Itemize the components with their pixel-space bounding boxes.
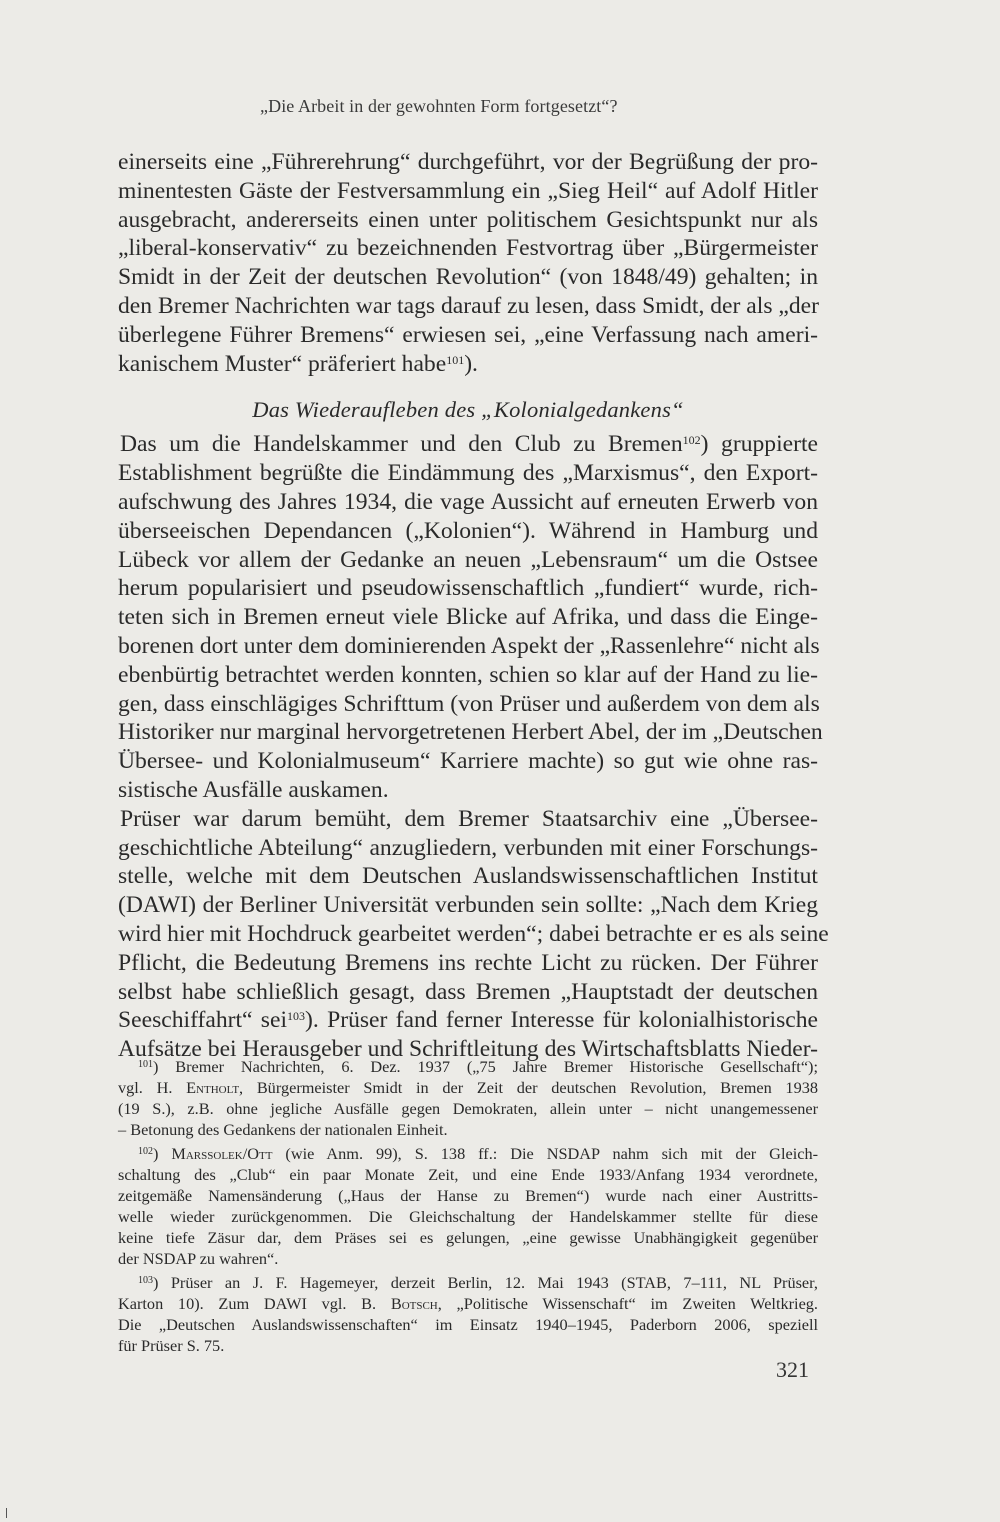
text-segment: ) Prüser an J. F. Hagemeyer, derzeit Berlin, 12. Mai 1943 (STAB, 7–111, NL Prüser, [153, 1273, 818, 1292]
text-line [118, 1293, 818, 1314]
text-line [118, 430, 818, 459]
text-line: (DAWI) der Berliner Universität verbunden sein sollte: „Nach dem Krieg [118, 892, 818, 919]
section-heading-wrap [118, 378, 818, 430]
footnote-number: 103 [138, 1275, 153, 1286]
footnote-ref: 102 [682, 433, 701, 448]
paragraph [118, 805, 829, 1064]
text-line [118, 350, 818, 379]
text-segment: vgl. H. [118, 1078, 187, 1097]
text-line: überlegene Führer Bremens“ erwiesen sei, „eine Verfassung nach ameri- [118, 321, 818, 348]
text-segment: ) gruppierte [700, 431, 818, 458]
text-line: Pflicht, die Bedeutung Bremens ins rechte Licht zu rücken. Der Führer [118, 949, 818, 976]
text-line [118, 1143, 818, 1164]
text-line: Die „Deutschen Auslandswissenschaften“ im Einsatz 1940–1945, Paderborn 2006, speziell [118, 1315, 818, 1334]
text-segment: Seeschiffahrt“ sei [118, 1007, 288, 1034]
text-line: keine tiefe Zäsur dar, dem Präses sei es gelungen, „eine gewisse Unabhängigkeit gegenüber [118, 1228, 818, 1247]
text-line: Lübeck vor allem der Gedanke an neuen „Lebensraum“ um die Ostsee [118, 546, 818, 573]
footnote-number: 101 [138, 1059, 153, 1070]
text-line: Establishment begrüßte die Eindämmung des „Marxismus“, den Export- [118, 460, 818, 487]
text-line: sistische Ausfälle auskamen. [118, 776, 389, 803]
text-line: aufschwung des Jahres 1934, die vage Aussicht auf erneuten Erwerb von [118, 488, 818, 515]
footnotes [118, 1056, 818, 1359]
text-line: einerseits eine „Führerehrung“ durchgeführt, vor der Begrüßung der pro- [118, 149, 818, 175]
text-line: (19 S.), z.B. ohne jegliche Ausfälle gegen Demokraten, allein unter – nicht unangemessener [118, 1099, 818, 1118]
text-line: wird hier mit Hochdruck gearbeitet werden“; dabei betrachte er es als seine [118, 920, 829, 947]
text-line: zeitgemäße Namensänderung („Haus der Hanse zu Bremen“) wurde nach einer Austritts- [118, 1186, 818, 1205]
footnote-101 [118, 1056, 818, 1140]
paragraph [118, 148, 818, 378]
text-line: für Prüser S. 75. [118, 1336, 225, 1355]
author-name: Botsch [390, 1294, 438, 1313]
text-segment: ) Bremer Nachrichten, 6. Dez. 1937 („75 Jahre Bremer Historische Gesellschaft“); [153, 1057, 818, 1076]
footnote-ref: 103 [287, 1009, 306, 1024]
text-segment: ) [153, 1144, 172, 1163]
text-line: Aufsätze bei Herausgeber und Schriftleitung des Wirtschaftsblatts Nieder- [118, 1036, 818, 1063]
text-line: herum popularisiert und pseudowissenschaftlich „fundiert“ wurde, rich- [118, 575, 818, 602]
author-name: Entholt [186, 1078, 240, 1097]
text-segment: , „Politische Wissenschaft“ im Zweiten Weltkrieg. [437, 1294, 819, 1313]
text-line: minentesten Gäste der Festversammlung ein „Sieg Heil“ auf Adolf Hitler [118, 177, 818, 204]
text-line: borenen dort unter dem dominierenden Aspekt der „Rassenlehre“ nicht als [118, 632, 820, 659]
text-line: Smidt in der Zeit der deutschen Revolution“ (von 1848/49) gehalten; in [118, 264, 818, 291]
text-line: stelle, welche mit dem Deutschen Auslandswissenschaftlichen Institut [118, 863, 818, 890]
text-line: – Betonung des Gedankens der nationalen Einheit. [118, 1120, 448, 1139]
text-line [118, 1272, 818, 1293]
text-line: ausgebracht, andererseits einen unter politischem Gesichtspunkt nur als [118, 206, 818, 233]
text-line [118, 1056, 818, 1077]
section-heading: Das Wiederaufleben des „Kolonialgedankens“ [252, 397, 684, 423]
text-segment: Karton 10). Zum DAWI vgl. B. [118, 1294, 391, 1313]
text-segment: ). [464, 350, 478, 377]
text-line [118, 1077, 818, 1098]
text-line: Historiker nur marginal hervorgetretenen Herbert Abel, der im „Deutschen [118, 719, 823, 746]
text-segment: (wie Anm. 99), S. 138 ff.: Die NSDAP nahm sich mit der Gleich- [272, 1144, 819, 1163]
text-line: schaltung des „Club“ ein paar Monate Zeit, und eine Ende 1933/Anfang 1934 verordnete, [118, 1165, 818, 1184]
text-line: welle wieder zurückgenommen. Die Gleichschaltung der Handelskammer stellte für diese [118, 1207, 818, 1226]
footnote-103 [118, 1272, 818, 1356]
text-line: Übersee- und Kolonialmuseum“ Karriere machte) so gut wie ohne ras- [118, 748, 818, 775]
text-segment: kanischem Muster“ präferiert habe [118, 350, 447, 377]
text-line: gen, dass einschlägiges Schrifttum (von Prüser und außerdem von dem als [118, 690, 820, 717]
text-line: „liberal-konservativ“ zu bezeichnenden Festvortrag über „Bürgermeister [118, 235, 818, 262]
text-line: ebenbürtig betrachtet werden konnten, schien so klar auf der Hand zu lie- [118, 661, 818, 688]
footnote-102 [118, 1143, 818, 1269]
text-line [118, 1006, 818, 1035]
footnote-ref: 101 [446, 352, 465, 367]
text-line: der NSDAP zu wahren“. [118, 1249, 279, 1268]
text-line: Prüser war darum bemüht, dem Bremer Staatsarchiv eine „Übersee- [120, 805, 818, 832]
text-line: selbst habe schließlich gesagt, dass Bremen „Hauptstadt der deutschen [118, 978, 818, 1005]
main-text [118, 148, 829, 1064]
text-segment: Das um die Handelskammer und den Club zu Bremen [120, 431, 683, 458]
page-number: 321 [776, 1357, 809, 1382]
text-segment: ). Prüser fand ferner Interesse für kolonialhistorische [305, 1007, 818, 1034]
text-line: überseeischen Dependancen („Kolonien“). Während in Hamburg und [118, 517, 818, 544]
footnote-number: 102 [138, 1146, 153, 1157]
text-line: den Bremer Nachrichten war tags darauf zu lesen, dass Smidt, der als „der [118, 292, 819, 319]
text-line: teten sich in Bremen erneut viele Blicke auf Afrika, und dass die Einge- [118, 604, 818, 631]
paragraph [118, 430, 823, 804]
running-head: „Die Arbeit in der gewohnten Form fortgesetzt“? [260, 96, 618, 116]
author-name: Marssolek/Ott [171, 1144, 273, 1163]
text-segment: , Bürgermeister Smidt in der Zeit der deutschen Revolution, Bremen 1938 [239, 1078, 818, 1097]
margin-mark [6, 1508, 7, 1518]
text-line: geschichtliche Abteilung“ anzugliedern, verbunden mit einer Forschungs- [118, 834, 818, 861]
